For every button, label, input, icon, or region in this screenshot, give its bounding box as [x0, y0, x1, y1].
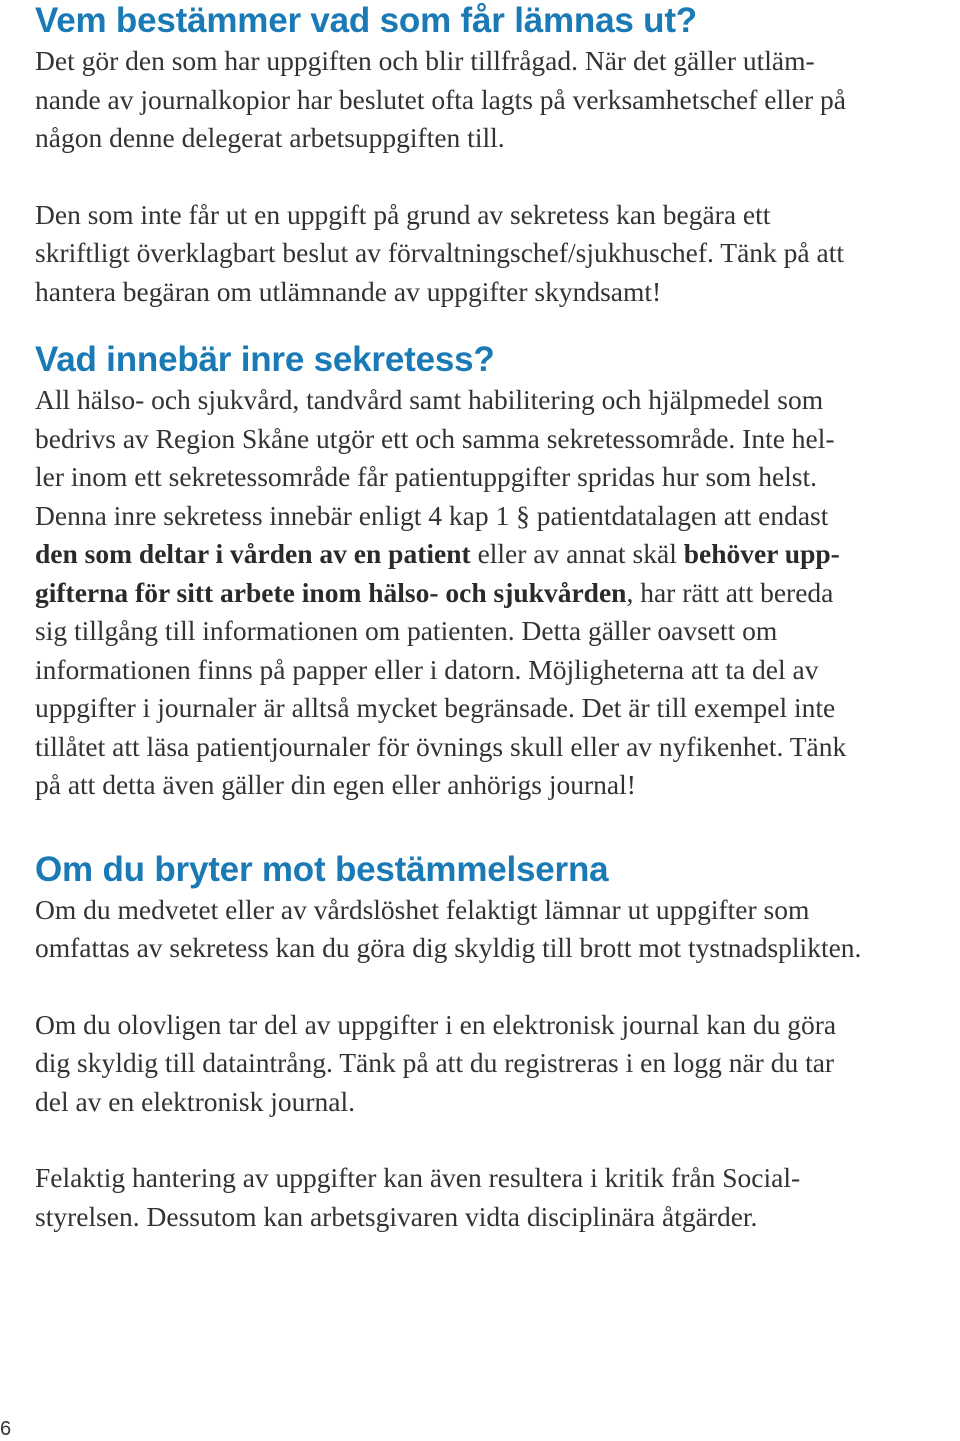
text-run: eller av annat skäl [470, 538, 684, 569]
paragraph-violations-1: Om du medvetet eller av vårdslöshet felaktigt lämnar ut uppgifter som omfattas av sekretess kan du göra dig skyldig till brott mot tystnadsplikten. [35, 893, 862, 963]
spacer [35, 311, 955, 339]
spacer [35, 1121, 955, 1159]
spacer [35, 158, 955, 196]
heading-inner-confidentiality: Vad innebär inre sekretess? [35, 340, 495, 379]
heading-violations: Om du bryter mot bestämmelserna [35, 849, 609, 889]
paragraph-who-decides-1: Det gör den som har uppgiften och blir tillfrågad. När det gäller utläm- nande av journalkopior har beslutet ofta lagts på verksamhetschef eller på någon denne delegerat arbetsuppgiften till. [35, 45, 846, 153]
spacer [35, 805, 955, 849]
spacer [35, 968, 955, 1006]
bold-text-run: behöver upp- gifterna för sitt arbete inom hälso- och sjukvården [35, 538, 840, 608]
heading-who-decides: Vem bestämmer vad som får lämnas ut? [35, 1, 697, 40]
page-number: 6 [0, 1418, 12, 1440]
bold-text-run: den som deltar i vården av en patient [35, 538, 471, 569]
document-page [35, 0, 955, 1236]
text-run: , har rätt att bereda sig tillgång till informationen om patienten. Detta gäller oavsett om informationen finns på papper eller i datorn. Möjligheterna att ta del av uppgifter i journaler är alltså mycket begränsade. Det är till exempel inte tillåtet att läsa patientjournaler för övnings skull eller av nyfikenhet. Tänk på att detta även gäller din egen eller anhörigs journal! [35, 576, 847, 800]
paragraph-violations-2: Om du olovligen tar del av uppgifter i en elektronisk journal kan du göra dig skyldig till dataintrång. Tänk på att du registreras i en logg när du tar del av en elektronisk journal. [35, 1008, 837, 1117]
paragraph-who-decides-2: Den som inte får ut en uppgift på grund av sekretess kan begära ett skriftligt överklagbart beslut av förvaltningschef/sjukhuschef. Tänk på att hantera begäran om utlämnande av uppgifter skyndsamt! [35, 198, 844, 307]
paragraph-violations-3: Felaktig hantering av uppgifter kan även resultera i kritik från Social- styrelsen. Dessutom kan arbetsgivaren vidta disciplinära åtgärder. [35, 1162, 801, 1232]
paragraph-inner-confidentiality [35, 381, 955, 805]
text-run: All hälso- och sjukvård, tandvård samt habilitering och hjälpmedel som bedrivs av Region Skåne utgör ett och samma sekretessområde. Inte hel- ler inom ett sekretessområde får patientuppgifter spridas hur som helst. Denna inre sekretess innebär enligt 4 kap 1 § patientdatalagen att endast [35, 384, 835, 531]
